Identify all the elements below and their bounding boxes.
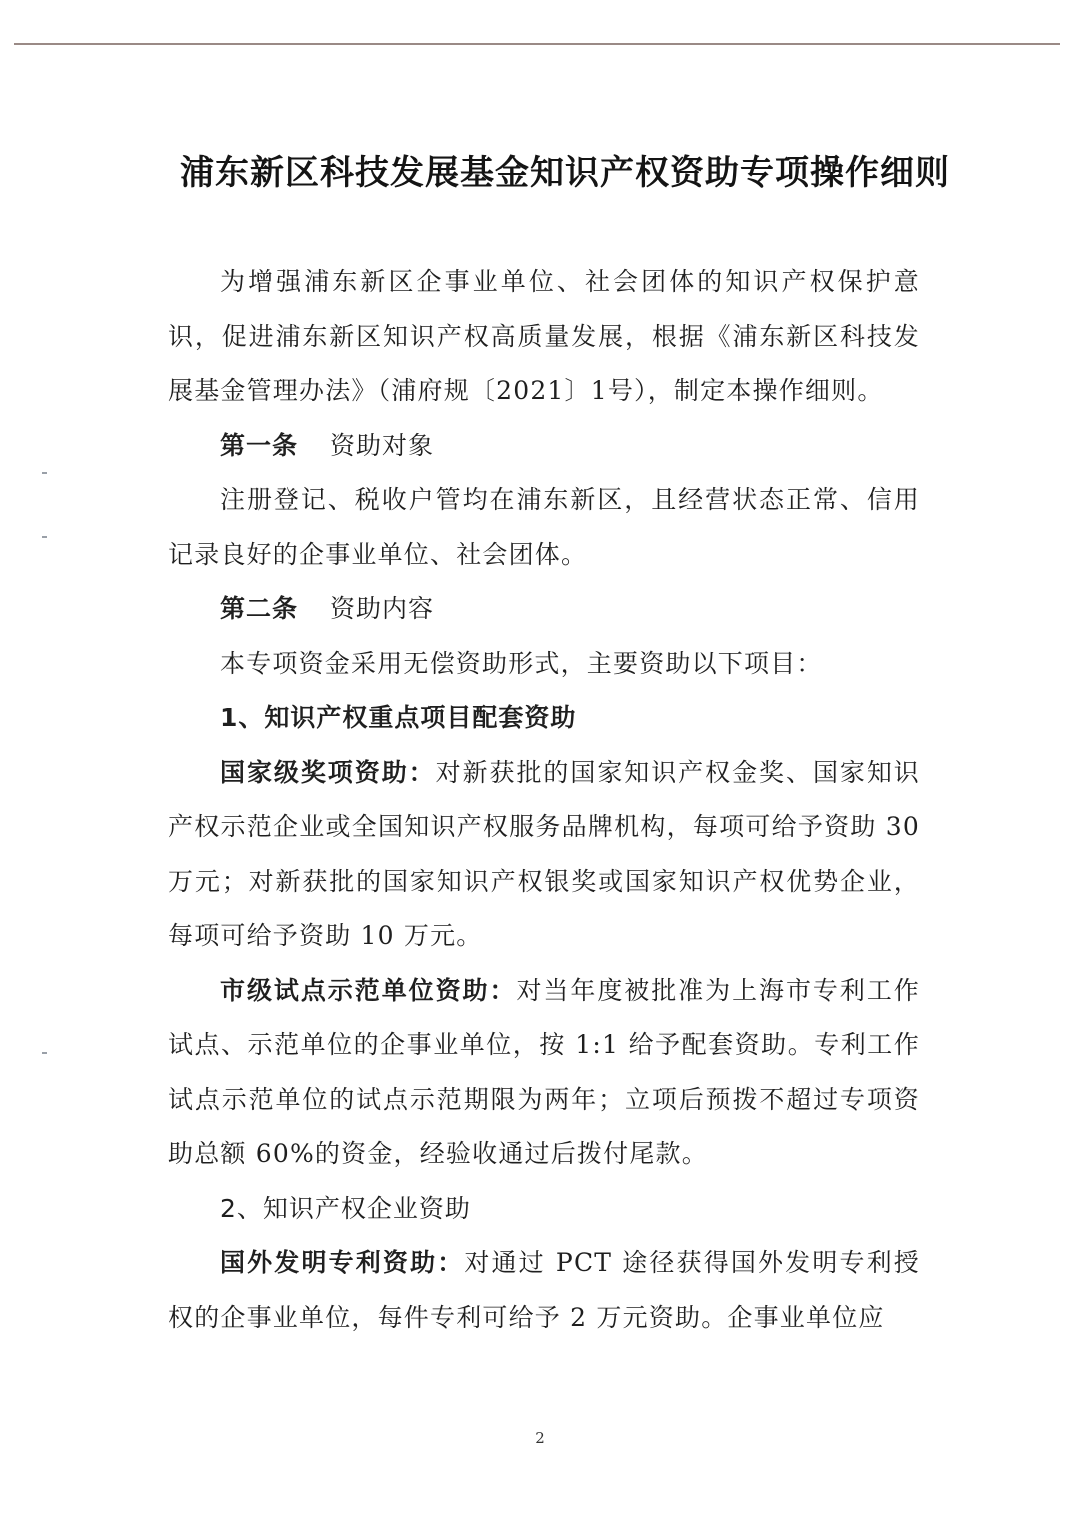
article-1-text: 注册登记、税收户管均在浦东新区，且经营状态正常、信用记录良好的企事业单位、社会团体。 (168, 485, 920, 569)
article-1-label: 第一条 (220, 430, 299, 460)
page-title: 浦东新区科技发展基金知识产权资助专项操作细则 (180, 153, 950, 193)
page-number: 2 (535, 1429, 545, 1447)
scan-mark (42, 536, 47, 538)
article-2-label: 第二条 (220, 594, 299, 623)
section-1-heading: 1、知识产权重点项目配套资助 (220, 703, 577, 732)
article-2-text: 本专项资金采用无偿资助形式，主要资助以下项目： (220, 648, 823, 678)
document-body (168, 255, 920, 1345)
article-1-title: 资助对象 (330, 430, 435, 460)
municipal-pilot-text: 对当年度被批准为上海市专利工作试点、示范单位的企事业单位，按 1:1 给予配套资助。专利工作试点示范单位的试点示范期限为两年；立项后预拨不超过专项资助总额 60%的资金，经验收通过后拨付尾款。 (168, 975, 920, 1168)
intro-paragraph: 为增强浦东新区企事业单位、社会团体的知识产权保护意识，促进浦东新区知识产权高质量发展，根据《浦东新区科技发展基金管理办法》（浦府规〔2021〕1号），制定本操作细则。 (168, 267, 920, 405)
national-award-text: 对新获批的国家知识产权金奖、国家知识产权示范企业或全国知识产权服务品牌机构，每项可给予资助 30 万元；对新获批的国家知识产权银奖或国家知识产权优势企业，每项可给予资助 10 万元。 (168, 757, 920, 950)
foreign-patent-lead: 国外发明专利资助： (220, 1248, 465, 1277)
municipal-pilot-paragraph (168, 964, 920, 1182)
municipal-pilot-lead: 市级试点示范单位资助： (220, 975, 517, 1005)
national-award-paragraph (168, 746, 920, 964)
foreign-patent-paragraph (168, 1236, 920, 1345)
national-award-lead: 国家级奖项资助： (220, 757, 436, 787)
article-1-heading (168, 419, 920, 474)
top-rule (14, 43, 1060, 45)
scan-mark (42, 472, 47, 474)
foreign-patent-text: 对通过 PCT 途径获得国外发明专利授权的企事业单位，每件专利可给予 2 万元资助。企事业单位应 (168, 1248, 920, 1332)
article-2-title: 资助内容 (330, 594, 435, 623)
section-2-heading: 2、知识产权企业资助 (220, 1193, 471, 1223)
article-2-heading (168, 582, 920, 637)
scan-mark (42, 1052, 47, 1054)
